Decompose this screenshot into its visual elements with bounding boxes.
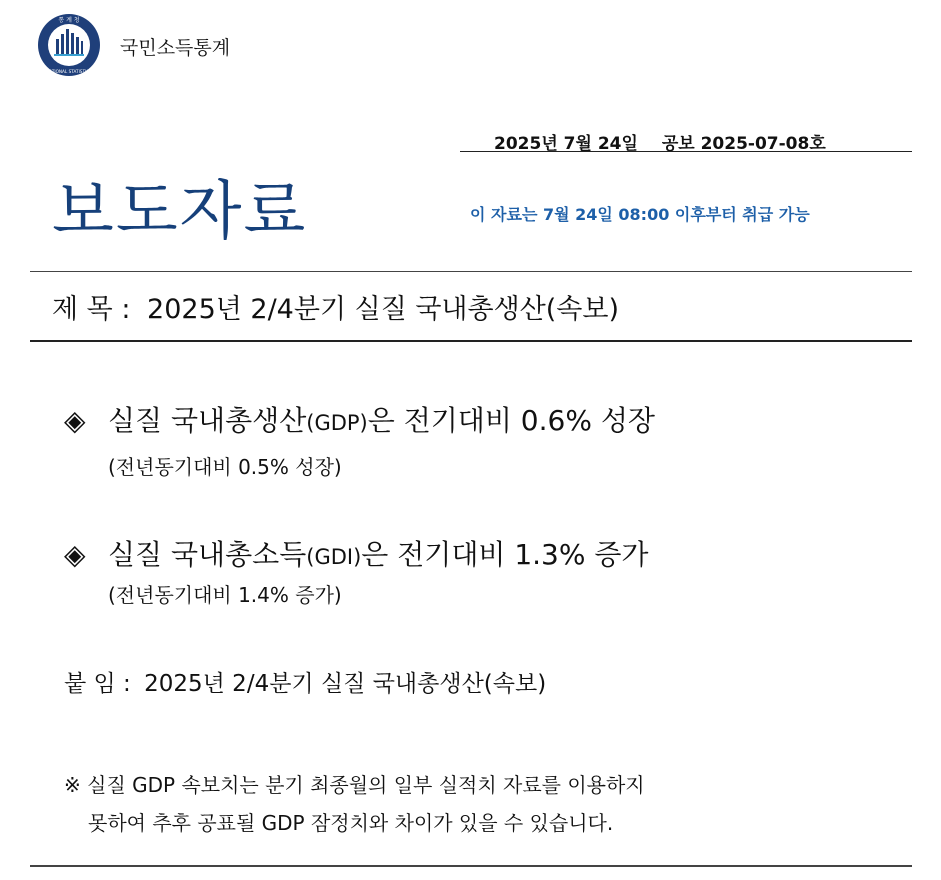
reference-mark-icon: ※ (64, 773, 81, 797)
footnote-line-1 (64, 766, 645, 804)
statistics-logo (36, 12, 102, 78)
highlight-gdi-abbr: (GDI) (306, 545, 362, 569)
document-title: 보도자료 (52, 175, 308, 249)
subject-text: 2025년 2/4분기 실질 국내총생산(속보) (147, 294, 619, 325)
highlight-gdp-post: 은 전기대비 0.6% 성장 (367, 404, 655, 437)
subject-bottom-rule (30, 340, 912, 342)
bottom-rule (30, 865, 912, 867)
logo-top-text: 통 계 청 (58, 17, 80, 24)
footnote-line-2: 못하여 추후 공표될 GDP 잠정치와 차이가 있을 수 있습니다. (88, 811, 614, 835)
diamond-bullet-icon: ◈ (64, 404, 86, 437)
attachment-label: 붙 임 : (64, 671, 131, 697)
diamond-bullet-icon: ◈ (64, 538, 86, 571)
highlight-gdi-post: 은 전기대비 1.3% 증가 (361, 538, 649, 571)
attachment-line (64, 665, 546, 698)
embargo-notice: 이 자료는 7월 24일 08:00 이후부터 취급 가능 (470, 205, 810, 224)
release-date: 2025년 7월 24일 (494, 134, 638, 154)
announcement-number: 공보 2025-07-08호 (661, 134, 826, 154)
footnote-text-1: 실질 GDP 속보치는 분기 최종월의 일부 실적치 자료를 이용하지 (87, 773, 645, 797)
logo-bottom-text: NATIONAL STATISTICS (46, 69, 92, 74)
highlight-gdp-sub: (전년동기대비 0.5% 성장) (108, 455, 342, 479)
highlight-gdi (64, 533, 648, 573)
attachment-text: 2025년 2/4분기 실질 국내총생산(속보) (144, 671, 547, 697)
highlight-gdi-pre: 실질 국내총소득 (108, 538, 307, 571)
footnote (64, 766, 645, 842)
highlight-gdp-pre: 실질 국내총생산 (108, 404, 307, 437)
subject-line (52, 287, 619, 326)
dateline-rule (460, 151, 912, 152)
subject-label: 제 목 : (52, 294, 131, 325)
subject-top-rule (30, 271, 912, 272)
org-name: 국민소득통계 (120, 37, 231, 59)
highlight-gdp (64, 399, 655, 439)
highlight-gdi-sub: (전년동기대비 1.4% 증가) (108, 583, 342, 607)
highlight-gdp-abbr: (GDP) (306, 411, 368, 435)
